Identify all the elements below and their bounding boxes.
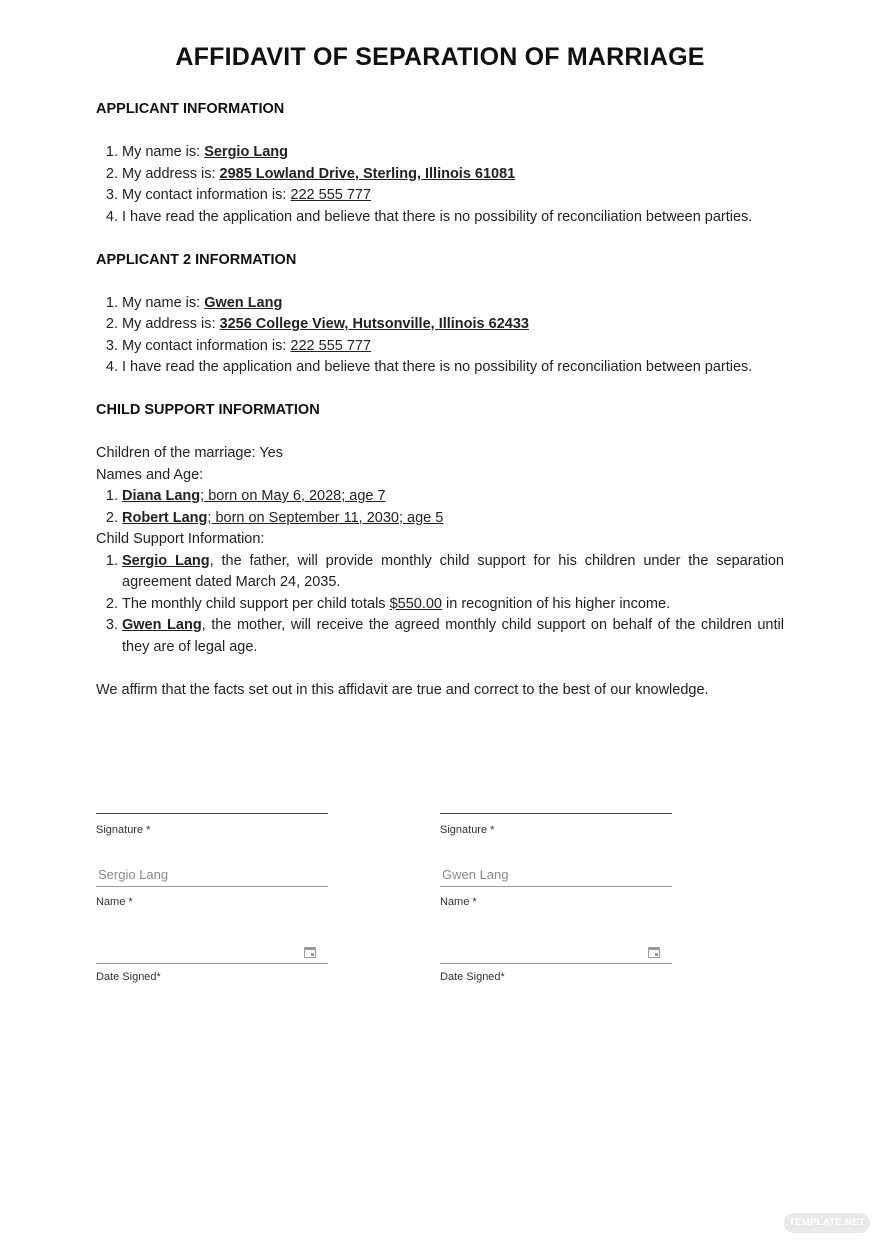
support-list <box>96 551 784 659</box>
list-item: 2. My address is: 3256 College View, Hutsonville, Illinois 62433 <box>122 314 784 336</box>
applicant1-address: 2985 Lowland Drive, Sterling, Illinois 61081 <box>219 165 516 182</box>
list-item: 1. My name is: Sergio Lang <box>122 142 784 164</box>
list-item: 3. Gwen Lang, the mother, will receive the agreed monthly child support on behalf of the children until they are of legal age. <box>122 615 784 658</box>
date-label: Date Signed* <box>440 971 505 983</box>
applicant2-address: 3256 College View, Hutsonville, Illinois 62433 <box>219 316 529 332</box>
applicant2-list <box>96 293 784 379</box>
name-label: Name * <box>96 896 133 908</box>
applicant2-name: Gwen Lang <box>204 294 283 311</box>
applicant2-contact: 222 555 777 <box>290 337 372 354</box>
children-line: Children of the marriage: Yes <box>96 445 283 461</box>
date-block-left <box>96 941 328 983</box>
child-support-heading: CHILD SUPPORT INFORMATION <box>96 402 320 418</box>
children-list <box>96 486 784 529</box>
signature-label: Signature * <box>96 824 151 836</box>
list-item: 3. My contact information is: 222 555 777 <box>122 336 784 358</box>
calendar-icon[interactable] <box>648 947 660 958</box>
date-block-right <box>440 941 672 983</box>
name-field-value: Gwen Lang <box>442 867 509 882</box>
document-body <box>96 99 784 701</box>
father-name: Sergio Lang <box>122 552 210 569</box>
applicant1-name: Sergio Lang <box>204 144 288 160</box>
name-field[interactable] <box>96 864 328 887</box>
list-item: 1. Diana Lang; born on May 6, 2028; age 7 <box>122 486 784 508</box>
name-label: Name * <box>440 896 477 908</box>
applicant1-heading: APPLICANT INFORMATION <box>96 101 285 117</box>
calendar-icon[interactable] <box>304 947 316 958</box>
list-item: 1. Sergio Lang, the father, will provide monthly child support for his children under the separation agreement dated March 24, 2035. <box>122 551 784 594</box>
names-age-label: Names and Age: <box>96 466 204 483</box>
name-block-left <box>96 864 328 908</box>
support-amount: $550.00 <box>389 595 442 612</box>
document-title: AFFIDAVIT OF SEPARATION OF MARRIAGE <box>175 43 705 71</box>
applicant2-heading: APPLICANT 2 INFORMATION <box>96 251 297 268</box>
name-field[interactable] <box>440 864 672 887</box>
list-item: 2. My address is: 2985 Lowland Drive, Sterling, Illinois 61081 <box>122 164 784 186</box>
date-field[interactable] <box>440 941 672 964</box>
watermark-logo: TEMPLATE.NET <box>784 1213 870 1233</box>
signature-label: Signature * <box>440 824 495 836</box>
list-item: 4. I have read the application and believe that there is no possibility of reconciliation between parties. <box>122 357 784 379</box>
applicant1-contact: 222 555 777 <box>290 187 372 203</box>
child-name: Diana Lang <box>122 488 201 504</box>
affirmation-text: We affirm that the facts set out in this affidavit are true and correct to the best of our knowledge. <box>96 681 709 698</box>
signature-line[interactable] <box>440 813 672 814</box>
list-item: 1. My name is: Gwen Lang <box>122 293 784 315</box>
signature-block-left <box>96 813 328 836</box>
name-block-right <box>440 864 672 908</box>
name-field-value: Sergio Lang <box>98 867 169 882</box>
date-field[interactable] <box>96 941 328 964</box>
child-name: Robert Lang <box>122 509 208 526</box>
signature-line[interactable] <box>96 813 328 814</box>
list-item: 2. Robert Lang; born on September 11, 2030; age 5 <box>122 508 784 530</box>
applicant1-list <box>96 142 784 228</box>
support-info-label: Child Support Information: <box>96 531 265 547</box>
mother-name: Gwen Lang <box>122 617 202 633</box>
list-item: 2. The monthly child support per child totals $550.00 in recognition of his higher income. <box>122 594 784 616</box>
list-item: 4. I have read the application and believe that there is no possibility of reconciliation between parties. <box>122 207 784 229</box>
signature-block-right <box>440 813 672 836</box>
list-item: 3. My contact information is: 222 555 777 <box>122 185 784 207</box>
date-label: Date Signed* <box>96 971 161 983</box>
